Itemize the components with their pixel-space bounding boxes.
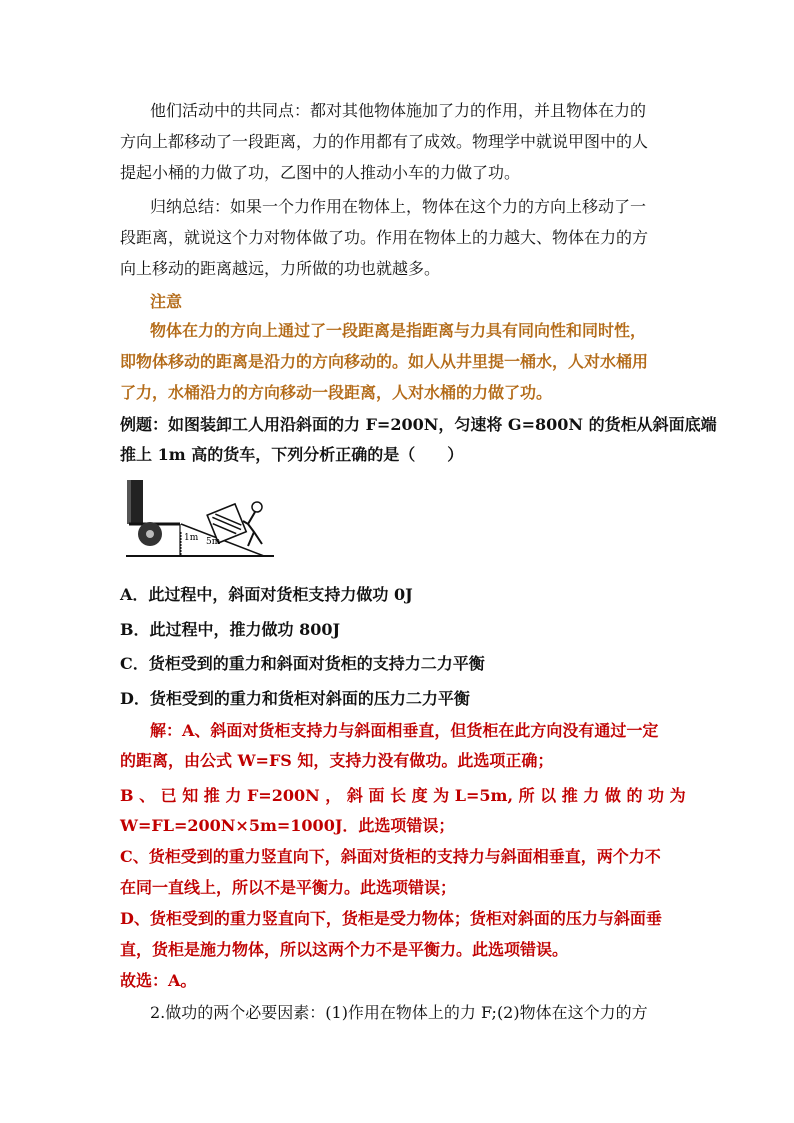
para1-line1: 他们活动中的共同点：都对其他物体施加了力的作用，并且物体在力的 (150, 101, 647, 120)
solution-line3: B 、 已 知 推 力 F=200N ， 斜 面 长 度 为 L=5m, 所 以 推 力 做 的 功 为 (120, 786, 686, 805)
note-line3: 了力，水桶沿力的方向移动一段距离，人对水桶的力做了功。 (120, 383, 553, 402)
note-line2: 即物体移动的距离是沿力的方向移动的。如人从井里提一桶水，人对水桶用 (120, 352, 649, 371)
solution-line2: 的距离，由公式 W=FS 知，支持力没有做功。此选项正确； (120, 751, 554, 770)
solution-line7: D、货柜受到的重力竖直向下，货柜是受力物体；货柜对斜面的压力与斜面垂 (120, 909, 662, 928)
note-title: 注意 (150, 292, 183, 311)
option-a: A．此过程中，斜面对货柜支持力做功 0J (120, 585, 413, 604)
para1-line2: 方向上都移动了一段距离，力的作用都有了成效。物理学中就说甲图中的人 (120, 132, 649, 151)
option-b: B．此过程中，推力做功 800J (120, 620, 341, 639)
answer-line: 故选：A。 (120, 971, 197, 990)
option-c: C．货柜受到的重力和斜面对货柜的支持力二力平衡 (120, 654, 485, 673)
height-label: 1m (184, 533, 199, 543)
para1-line3: 提起小桶的力做了功，乙图中的人推动小车的力做了功。 (120, 163, 521, 182)
solution-line5: C、货柜受到的重力竖直向下，斜面对货柜的支持力与斜面相垂直，两个力不 (120, 847, 661, 866)
solution-line4: W=FL=200N×5m=1000J．此选项错误； (120, 816, 455, 835)
para2-line3: 向上移动的距离越远，力所做的功也就越多。 (120, 259, 441, 278)
para2-line2: 段距离，就说这个力对物体做了功。作用在物体上的力越大、物体在力的方 (120, 228, 649, 247)
para3-line1: 2.做功的两个必要因素：(1)作用在物体上的力 F;(2)物体在这个力的方 (150, 1003, 648, 1022)
note-line1: 物体在力的方向上通过了一段距离是指距离与力具有同向性和同时性， (150, 321, 647, 340)
worker-figure (243, 502, 262, 546)
example-line2: 推上 1m 高的货车，下列分析正确的是（ ） (120, 445, 464, 464)
truck-cab (129, 480, 143, 524)
option-d: D．货柜受到的重力和货柜对斜面的压力二力平衡 (120, 689, 470, 708)
solution-line1: 解：A、斜面对货柜支持力与斜面相垂直，但货柜在此方向没有通过一定 (150, 721, 659, 740)
length-label: 5m (206, 537, 221, 547)
para2-line1: 归纳总结：如果一个力作用在物体上，物体在这个力的方向上移动了一 (150, 197, 647, 216)
solution-line6: 在同一直线上，所以不是平衡力。此选项错误； (120, 878, 457, 897)
incline-figure (124, 474, 276, 562)
example-line1: 例题：如图装卸工人用沿斜面的力 F=200N，匀速将 G=800N 的货柜从斜面底端 (120, 415, 717, 434)
solution-line8: 直，货柜是施力物体，所以这两个力不是平衡力。此选项错误。 (120, 940, 569, 959)
